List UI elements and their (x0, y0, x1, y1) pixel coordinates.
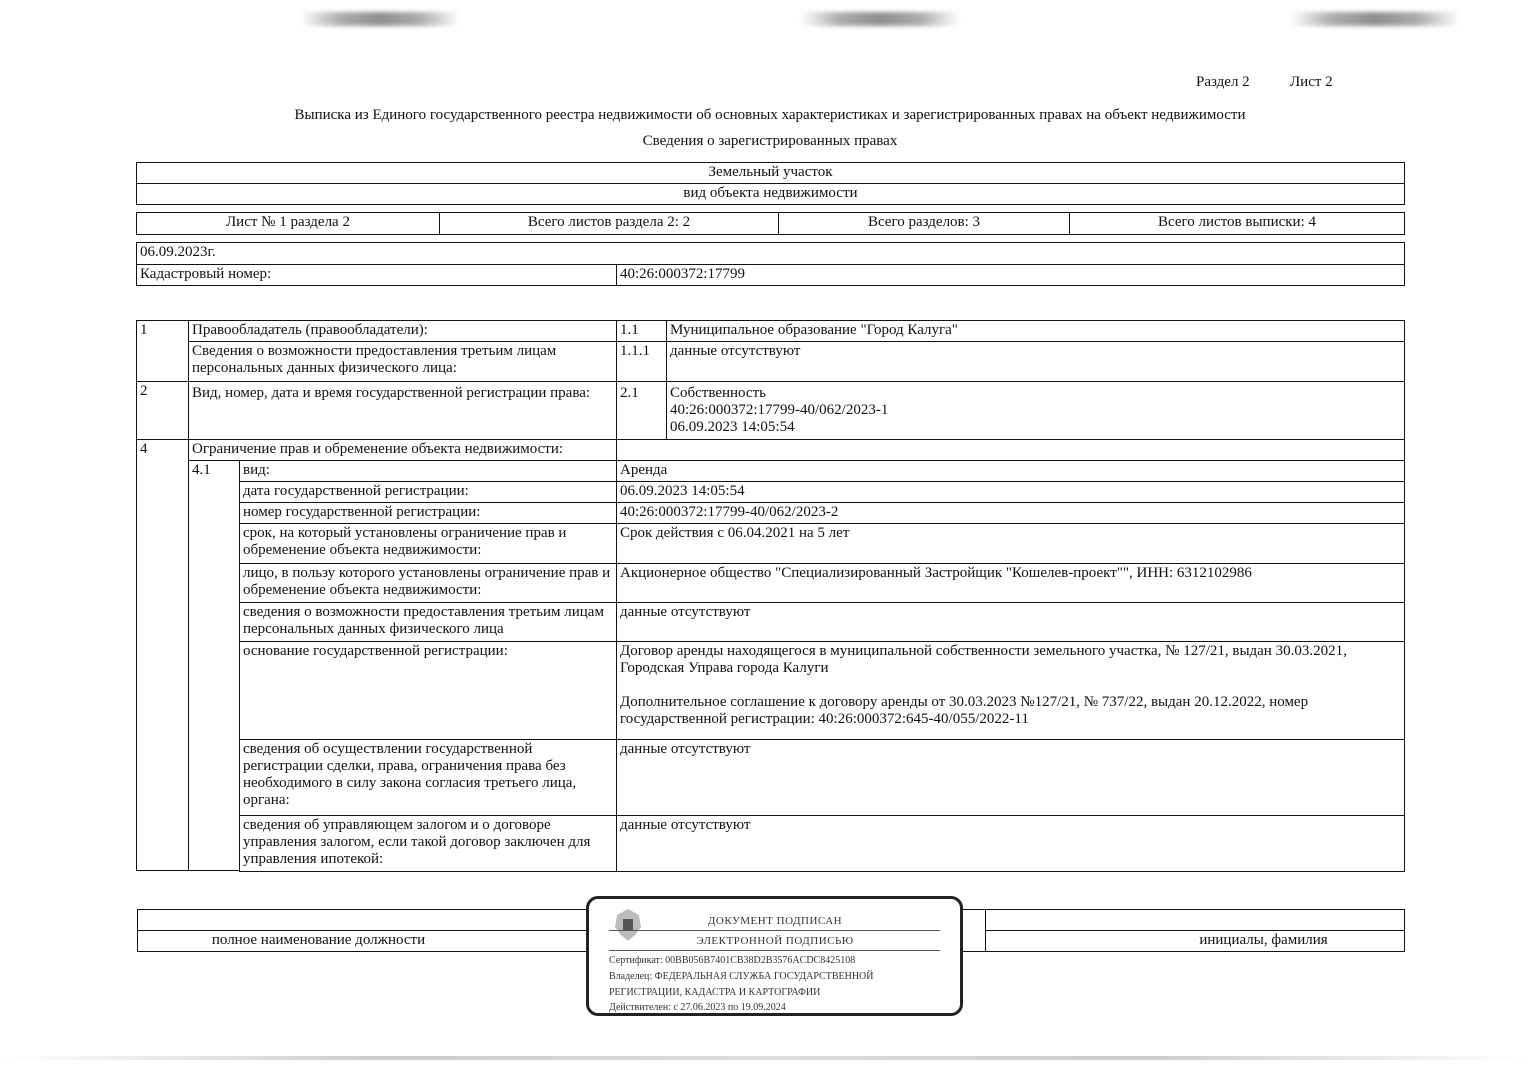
right-number: 40:26:000372:17799-40/062/2023-1 (670, 402, 889, 418)
section-sheets-total: Всего листов раздела 2: 2 (439, 212, 779, 235)
registration-label: Вид, номер, дата и время государственной регистрации права: (188, 381, 617, 440)
encumbrance-field-value: 40:26:000372:17799-40/062/2023-2 (616, 502, 1405, 524)
row-number: 2 (136, 381, 189, 440)
encumbrance-field-value: Аренда (616, 460, 1405, 482)
stamp-line: ДОКУМЕНТ ПОДПИСАН (707, 915, 843, 927)
electronic-signature-stamp (586, 896, 963, 1016)
rightholder-label: Правообладатель (правообладатели): (188, 320, 617, 342)
document-subtitle: Сведения о зарегистрированных правах (642, 133, 898, 149)
encumbrance-field-label: дата государственной регистрации: (239, 481, 617, 503)
encumbrance-field-label: сведения о возможности предоставления третьим лицам персональных данных физического лица (239, 602, 617, 642)
name-caption: инициалы, фамилия (985, 930, 1405, 952)
sub-number: 2.1 (616, 381, 667, 440)
sheet-label: Лист 2 (1290, 74, 1333, 90)
row-number: 1 (136, 320, 189, 382)
stamp-certificate: Сертификат: 00BB056B7401CB38D2B3576ACDC8425108 (609, 955, 856, 966)
stamp-validity: Действителен: с 27.06.2023 по 19.09.2024 (609, 1002, 786, 1013)
encumbrance-field-value: данные отсутствуют (616, 815, 1405, 872)
encumbrance-field-label: сведения об управляющем залогом и о договоре управления залогом, если такой договор заключен для управления ипотекой: (239, 815, 617, 872)
encumbrance-field-label: номер государственной регистрации: (239, 502, 617, 524)
sections-total: Всего разделов: 3 (778, 212, 1070, 235)
name-field (985, 909, 1405, 931)
stamp-line: ЭЛЕКТРОННОЙ ПОДПИСЬЮ (696, 935, 854, 947)
encumbrance-field-label: лицо, в пользу которого установлены ограничение прав и обременение объекта недвижимости: (239, 563, 617, 603)
encumbrance-field-label: срок, на который установлены ограничение прав и обременение объекта недвижимости: (239, 523, 617, 564)
extract-date: 06.09.2023г. (136, 242, 1405, 265)
cadastral-number: 40:26:000372:17799 (616, 264, 1405, 286)
supplementary-agreement: Дополнительное соглашение к договору аренды от 30.03.2023 №127/21, № 737/22, выдан 20.12.2022, номер государственной регистрации: 40:26:000372:645-40/055/2022-11 (620, 694, 1309, 727)
sub-number: 1.1 (616, 320, 667, 342)
scan-edge (0, 1056, 1528, 1060)
cadastral-label: Кадастровый номер: (136, 264, 617, 286)
sheet-number: Лист № 1 раздела 2 (136, 212, 440, 235)
document-title: Выписка из Единого государственного реестра недвижимости об основных характеристиках и зарегистрированных правах на объект недвижимости (294, 107, 1246, 123)
encumbrance-field-value: данные отсутствуют (616, 739, 1405, 816)
encumbrance-field-value (616, 641, 1405, 740)
encumbrance-field-value: 06.09.2023 14:05:54 (616, 481, 1405, 503)
row-number: 4 (136, 439, 189, 871)
encumbrance-field-label: основание государственной регистрации: (239, 641, 617, 740)
encumbrance-header-blank (616, 439, 1405, 461)
encumbrance-field-value: Акционерное общество "Специализированный Застройщик "Кошелев-проект"", ИНН: 6312102986 (616, 563, 1405, 603)
sub-number: 1.1.1 (616, 341, 667, 382)
stamp-owner: Владелец: ФЕДЕРАЛЬНАЯ СЛУЖБА ГОСУДАРСТВЕННОЙ (609, 971, 874, 982)
section-label: Раздел 2 (1196, 74, 1250, 90)
personal-data-label: Сведения о возможности предоставления третьим лицам персональных данных физического лица: (188, 341, 617, 382)
object-type: Земельный участок (136, 162, 1405, 184)
encumbrance-field-label: сведения об осуществлении государственной регистрации сделки, права, ограничения права без необходимого в силу закона согласия третьего лица, органа: (239, 739, 617, 816)
rightholder-value: Муниципальное образование "Город Калуга" (666, 320, 1405, 342)
extract-sheets-total: Всего листов выписки: 4 (1069, 212, 1405, 235)
position-caption: полное наименование должности (137, 930, 637, 952)
personal-data-value: данные отсутствуют (666, 341, 1405, 382)
encumbrance-field-value: Срок действия с 06.04.2021 на 5 лет (616, 523, 1405, 564)
position-field (137, 909, 591, 931)
encumbrance-field-value: данные отсутствуют (616, 602, 1405, 642)
scan-artifact (1290, 12, 1460, 26)
right-datetime: 06.09.2023 14:05:54 (670, 419, 795, 435)
sub-number: 4.1 (188, 460, 240, 871)
object-type-label: вид объекта недвижимости (136, 183, 1405, 205)
scan-artifact (800, 12, 960, 26)
scan-artifact (300, 12, 460, 26)
basis-document: Договор аренды находящегося в муниципальной собственности земельного участка, № 127/21, выдан 30.03.2021, Городская Управа города Калуги (620, 643, 1347, 676)
encumbrance-label: Ограничение прав и обременение объекта недвижимости: (188, 439, 617, 461)
registration-value (666, 381, 1405, 440)
right-type: Собственность (670, 385, 766, 401)
encumbrance-field-label: вид: (239, 460, 617, 482)
stamp-owner: РЕГИСТРАЦИИ, КАДАСТРА И КАРТОГРАФИИ (609, 987, 821, 998)
